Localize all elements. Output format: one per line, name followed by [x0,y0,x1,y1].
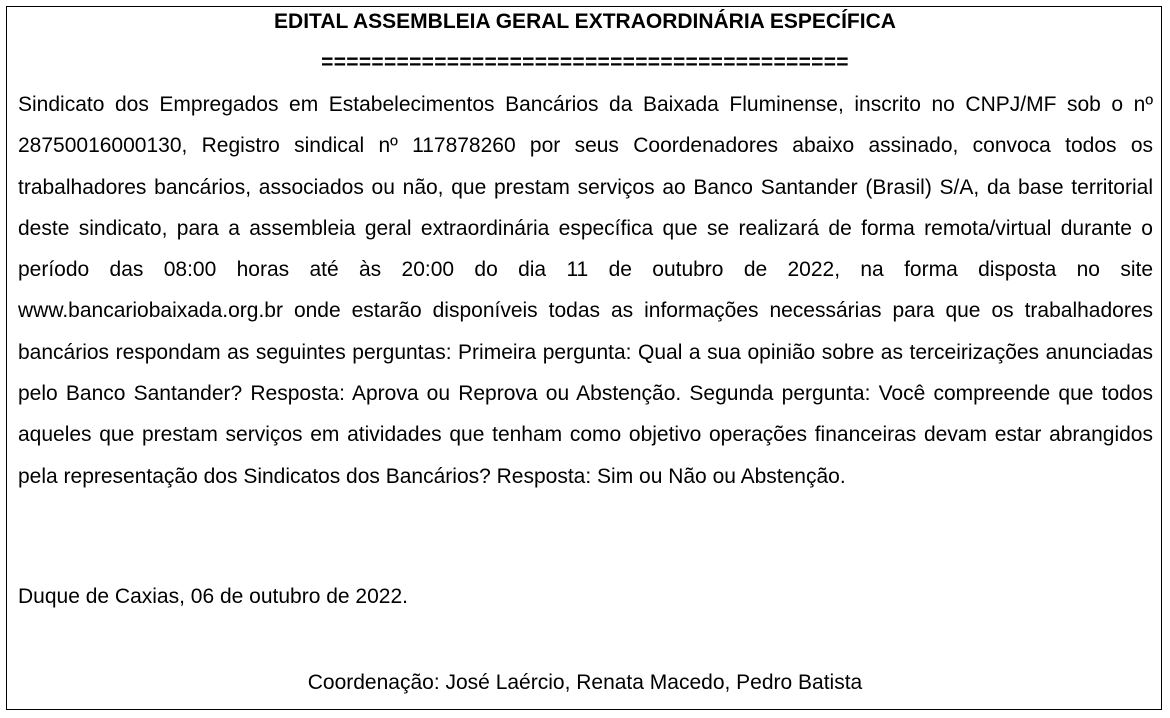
notice-title: EDITAL ASSEMBLEIA GERAL EXTRAORDINÁRIA ESPECÍFICA [274,10,896,33]
place-and-date: Duque de Caxias, 06 de outubro de 2022. [18,585,408,608]
coordination-signatures: Coordenação: José Laércio, Renata Macedo, Pedro Batista [307,671,863,694]
title-separator: ========================================== [321,51,849,74]
notice-body: Sindicato dos Empregados em Estabelecimentos Bancários da Baixada Fluminense, inscrito no CNPJ/MF sob o nº 28750016000130, Registro sindical nº 117878260 por seus Coordenadores abaixo assinado, convoca todos os trabalhadores bancários, associados ou não, que prestam serviços ao Banco Santander (Brasil) S/A, da base territorial deste sindicato, para a assembleia geral extraordinária específica que se realizará de forma remota/virtual durante o período das 08:00 horas até às 20:00 do dia 11 de outubro de 2022, na forma disposta no site www.bancariobaixada.org.br onde estarão disponíveis todas as informações necessárias para que os trabalhadores bancários respondam as seguintes perguntas: Primeira pergunta: Qual a sua opinião sobre as terceirizações anunciadas pelo Banco Santander? Resposta: Aprova ou Reprova ou Abstenção. Segunda pergunta: Você compreende que todos aqueles que prestam serviços em atividades que tenham como objetivo operações financeiras devam estar abrangidos pela representação dos Sindicatos dos Bancários? Resposta: Sim ou Não ou Abstenção. [18,93,1153,488]
